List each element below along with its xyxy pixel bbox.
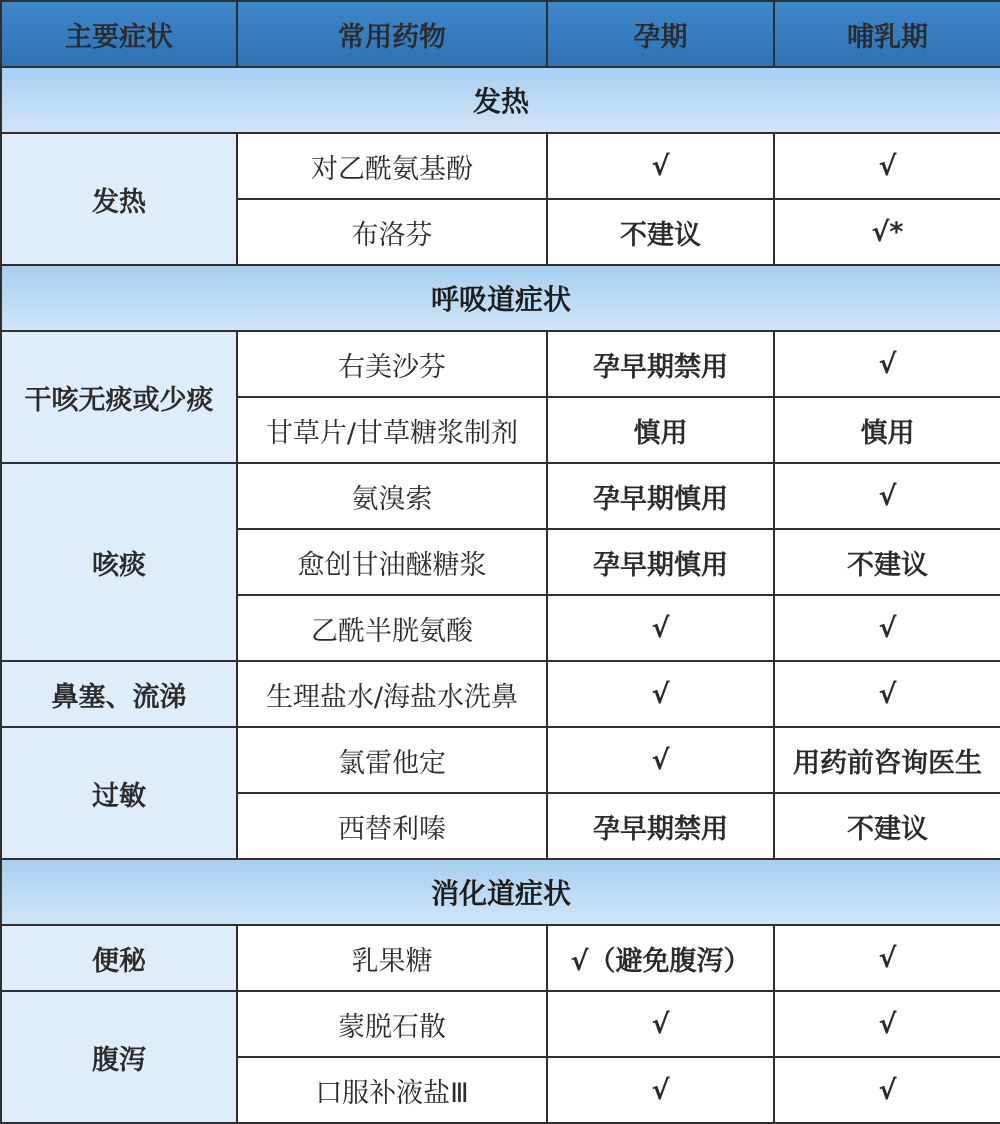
header-lactation: 哺乳期	[774, 1, 1000, 67]
table-row	[1, 661, 1000, 727]
drug-cell: 氯雷他定	[237, 727, 547, 793]
symptom-cell: 发热	[1, 133, 237, 265]
drug-cell: 西替利嗪	[237, 793, 547, 859]
section-title: 呼吸道症状	[1, 265, 1000, 331]
lactation-status: 慎用	[774, 397, 1000, 463]
pregnancy-status: √（避免腹泻）	[547, 925, 774, 991]
symptom-cell: 咳痰	[1, 463, 237, 661]
lactation-status: √	[774, 331, 1000, 397]
header-pregnancy: 孕期	[547, 1, 774, 67]
table-row	[1, 331, 1000, 397]
section-row	[1, 67, 1000, 133]
pregnancy-status: 孕早期禁用	[547, 793, 774, 859]
symptom-cell: 过敏	[1, 727, 237, 859]
symptom-cell: 鼻塞、流涕	[1, 661, 237, 727]
pregnancy-status: √	[547, 991, 774, 1057]
drug-cell: 愈创甘油醚糖浆	[237, 529, 547, 595]
pregnancy-status: √	[547, 1057, 774, 1123]
lactation-status: √	[774, 463, 1000, 529]
lactation-status: 用药前咨询医生	[774, 727, 1000, 793]
pregnancy-status: 不建议	[547, 199, 774, 265]
lactation-status: √	[774, 595, 1000, 661]
symptom-cell: 干咳无痰或少痰	[1, 331, 237, 463]
drug-cell: 右美沙芬	[237, 331, 547, 397]
symptom-cell: 便秘	[1, 925, 237, 991]
pregnancy-status: √	[547, 133, 774, 199]
drug-cell: 乙酰半胱氨酸	[237, 595, 547, 661]
drug-cell: 蒙脱石散	[237, 991, 547, 1057]
header-row	[1, 1, 1000, 67]
symptom-cell: 腹泻	[1, 991, 237, 1123]
pregnancy-status: √	[547, 661, 774, 727]
header-drug: 常用药物	[237, 1, 547, 67]
lactation-status: √	[774, 991, 1000, 1057]
section-title: 消化道症状	[1, 859, 1000, 925]
table-row	[1, 727, 1000, 793]
drug-cell: 乳果糖	[237, 925, 547, 991]
drug-cell: 甘草片/甘草糖浆制剂	[237, 397, 547, 463]
pregnancy-status: 孕早期慎用	[547, 463, 774, 529]
table-row	[1, 463, 1000, 529]
lactation-status: √	[774, 1057, 1000, 1123]
lactation-status: √	[774, 925, 1000, 991]
lactation-status: 不建议	[774, 529, 1000, 595]
drug-cell: 生理盐水/海盐水洗鼻	[237, 661, 547, 727]
lactation-status: √	[774, 133, 1000, 199]
pregnancy-status: 孕早期禁用	[547, 331, 774, 397]
drug-cell: 口服补液盐Ⅲ	[237, 1057, 547, 1123]
lactation-status: √*	[774, 199, 1000, 265]
drug-cell: 布洛芬	[237, 199, 547, 265]
lactation-status: √	[774, 661, 1000, 727]
pregnancy-status: 孕早期慎用	[547, 529, 774, 595]
drug-cell: 氨溴索	[237, 463, 547, 529]
table-row	[1, 133, 1000, 199]
section-row	[1, 859, 1000, 925]
pregnancy-status: √	[547, 595, 774, 661]
pregnancy-status: 慎用	[547, 397, 774, 463]
section-row	[1, 265, 1000, 331]
header-symptom: 主要症状	[1, 1, 237, 67]
pregnancy-status: √	[547, 727, 774, 793]
drug-cell: 对乙酰氨基酚	[237, 133, 547, 199]
table-row	[1, 991, 1000, 1057]
table-row	[1, 925, 1000, 991]
lactation-status: 不建议	[774, 793, 1000, 859]
section-title: 发热	[1, 67, 1000, 133]
